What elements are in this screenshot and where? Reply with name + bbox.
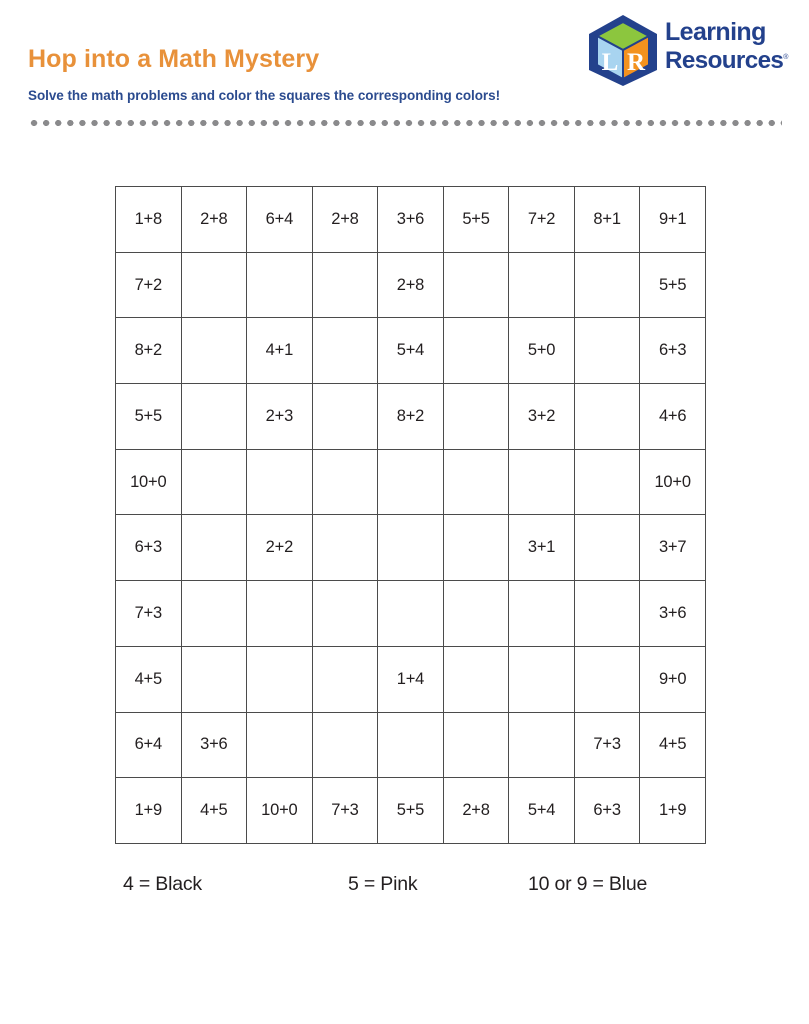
grid-cell-problem[interactable]: 2+8 xyxy=(181,187,247,253)
grid-cell-problem[interactable]: 7+3 xyxy=(574,712,640,778)
grid-cell-empty[interactable] xyxy=(312,449,378,515)
grid-cell-problem[interactable]: 4+1 xyxy=(247,318,313,384)
grid-cell-problem[interactable]: 3+6 xyxy=(378,187,444,253)
grid-cell-empty[interactable] xyxy=(509,646,575,712)
grid-cell-empty[interactable] xyxy=(443,318,509,384)
grid-cell-empty[interactable] xyxy=(509,449,575,515)
page-header xyxy=(0,0,809,140)
grid-row xyxy=(116,187,706,253)
grid-cell-problem[interactable]: 10+0 xyxy=(116,449,182,515)
grid-cell-problem[interactable]: 1+9 xyxy=(640,778,706,844)
grid-cell-empty[interactable] xyxy=(247,646,313,712)
grid-cell-problem[interactable]: 7+3 xyxy=(116,581,182,647)
grid-cell-problem[interactable]: 10+0 xyxy=(640,449,706,515)
grid-cell-empty[interactable] xyxy=(247,712,313,778)
grid-row xyxy=(116,778,706,844)
grid-cell-problem[interactable]: 5+5 xyxy=(443,187,509,253)
grid-cell-empty[interactable] xyxy=(574,384,640,450)
grid-row xyxy=(116,581,706,647)
grid-cell-problem[interactable]: 2+3 xyxy=(247,384,313,450)
grid-cell-empty[interactable] xyxy=(443,515,509,581)
grid-cell-empty[interactable] xyxy=(378,581,444,647)
grid-row xyxy=(116,384,706,450)
grid-cell-problem[interactable]: 7+2 xyxy=(116,252,182,318)
grid-cell-problem[interactable]: 5+5 xyxy=(116,384,182,450)
grid-cell-problem[interactable]: 9+1 xyxy=(640,187,706,253)
grid-cell-empty[interactable] xyxy=(247,449,313,515)
grid-cell-empty[interactable] xyxy=(312,384,378,450)
legend-item-black: 4 = Black xyxy=(123,873,202,895)
grid-cell-empty[interactable] xyxy=(443,712,509,778)
grid-cell-empty[interactable] xyxy=(181,384,247,450)
grid-cell-empty[interactable] xyxy=(443,384,509,450)
grid-cell-problem[interactable]: 5+5 xyxy=(640,252,706,318)
grid-cell-empty[interactable] xyxy=(181,515,247,581)
grid-cell-problem[interactable]: 6+4 xyxy=(116,712,182,778)
grid-cell-problem[interactable]: 1+4 xyxy=(378,646,444,712)
dotted-divider xyxy=(28,120,782,126)
grid-cell-problem[interactable]: 3+1 xyxy=(509,515,575,581)
logo-wordmark-line2-text: Resources xyxy=(665,47,784,74)
legend-item-blue: 10 or 9 = Blue xyxy=(528,873,648,895)
grid-row xyxy=(116,318,706,384)
grid-cell-problem[interactable]: 5+5 xyxy=(378,778,444,844)
grid-cell-problem[interactable]: 8+2 xyxy=(378,384,444,450)
grid-cell-problem[interactable]: 1+8 xyxy=(116,187,182,253)
grid-cell-problem[interactable]: 6+3 xyxy=(116,515,182,581)
grid-cell-empty[interactable] xyxy=(247,581,313,647)
grid-cell-empty[interactable] xyxy=(247,252,313,318)
grid-cell-problem[interactable]: 7+2 xyxy=(509,187,575,253)
grid-cell-empty[interactable] xyxy=(312,581,378,647)
grid-cell-empty[interactable] xyxy=(312,515,378,581)
grid-cell-empty[interactable] xyxy=(509,252,575,318)
grid-cell-problem[interactable]: 3+2 xyxy=(509,384,575,450)
grid-cell-problem[interactable]: 5+4 xyxy=(378,318,444,384)
grid-cell-problem[interactable]: 2+8 xyxy=(312,187,378,253)
grid-cell-problem[interactable]: 8+1 xyxy=(574,187,640,253)
cube-letter-l: L xyxy=(601,49,619,76)
cube-letter-r: R xyxy=(626,49,646,76)
grid-cell-problem[interactable]: 10+0 xyxy=(247,778,313,844)
grid-cell-empty[interactable] xyxy=(181,252,247,318)
math-mystery-grid xyxy=(115,186,706,844)
page-title: Hop into a Math Mystery xyxy=(28,45,320,73)
page-subtitle-instructions: Solve the math problems and color the squares the corresponding colors! xyxy=(28,88,501,103)
grid-cell-empty[interactable] xyxy=(509,581,575,647)
grid-cell-problem[interactable]: 5+4 xyxy=(509,778,575,844)
grid-cell-empty[interactable] xyxy=(574,646,640,712)
grid-cell-problem[interactable]: 7+3 xyxy=(312,778,378,844)
grid-cell-empty[interactable] xyxy=(509,712,575,778)
grid-cell-empty[interactable] xyxy=(443,646,509,712)
grid-cell-empty[interactable] xyxy=(574,515,640,581)
grid-cell-problem[interactable]: 5+0 xyxy=(509,318,575,384)
grid-row xyxy=(116,449,706,515)
grid-cell-empty[interactable] xyxy=(443,252,509,318)
color-key-legend xyxy=(0,873,809,907)
grid-cell-problem[interactable]: 8+2 xyxy=(116,318,182,384)
grid-cell-empty[interactable] xyxy=(574,581,640,647)
grid-cell-problem[interactable]: 6+3 xyxy=(640,318,706,384)
grid-cell-empty[interactable] xyxy=(574,449,640,515)
learning-resources-logo xyxy=(585,12,788,90)
grid-cell-problem[interactable]: 4+5 xyxy=(181,778,247,844)
logo-wordmark-line2 xyxy=(665,47,788,74)
grid-cell-empty[interactable] xyxy=(312,252,378,318)
grid-cell-problem[interactable]: 2+8 xyxy=(378,252,444,318)
grid-cell-problem[interactable]: 3+6 xyxy=(181,712,247,778)
registered-trademark-mark: ® xyxy=(783,53,788,61)
grid-cell-empty[interactable] xyxy=(443,449,509,515)
grid-row xyxy=(116,712,706,778)
grid-cell-empty[interactable] xyxy=(181,646,247,712)
grid-cell-empty[interactable] xyxy=(443,581,509,647)
grid-cell-empty[interactable] xyxy=(312,712,378,778)
grid-cell-problem[interactable]: 3+6 xyxy=(640,581,706,647)
cube-logo-icon xyxy=(585,12,661,88)
grid-cell-problem[interactable]: 6+4 xyxy=(247,187,313,253)
grid-cell-empty[interactable] xyxy=(378,712,444,778)
grid-cell-empty[interactable] xyxy=(181,318,247,384)
grid-row xyxy=(116,515,706,581)
grid-cell-problem[interactable]: 6+3 xyxy=(574,778,640,844)
logo-wordmark-line1: Learning xyxy=(665,18,766,46)
grid-cell-empty[interactable] xyxy=(574,252,640,318)
grid-cell-problem[interactable]: 4+5 xyxy=(116,646,182,712)
grid-cell-empty[interactable] xyxy=(181,449,247,515)
grid-cell-empty[interactable] xyxy=(312,646,378,712)
grid-cell-problem[interactable]: 9+0 xyxy=(640,646,706,712)
grid-cell-problem[interactable]: 4+6 xyxy=(640,384,706,450)
grid-row xyxy=(116,252,706,318)
grid-row xyxy=(116,646,706,712)
grid-cell-empty[interactable] xyxy=(312,318,378,384)
grid-cell-problem[interactable]: 3+7 xyxy=(640,515,706,581)
grid-cell-empty[interactable] xyxy=(378,449,444,515)
grid-cell-problem[interactable]: 2+2 xyxy=(247,515,313,581)
grid-cell-problem[interactable]: 1+9 xyxy=(116,778,182,844)
grid-cell-empty[interactable] xyxy=(574,318,640,384)
grid-body xyxy=(116,187,706,844)
grid-cell-problem[interactable]: 2+8 xyxy=(443,778,509,844)
grid-cell-empty[interactable] xyxy=(378,515,444,581)
math-mystery-grid-container xyxy=(115,186,696,833)
grid-cell-empty[interactable] xyxy=(181,581,247,647)
grid-cell-problem[interactable]: 4+5 xyxy=(640,712,706,778)
legend-item-pink: 5 = Pink xyxy=(348,873,418,895)
logo-wordmark xyxy=(665,18,788,82)
